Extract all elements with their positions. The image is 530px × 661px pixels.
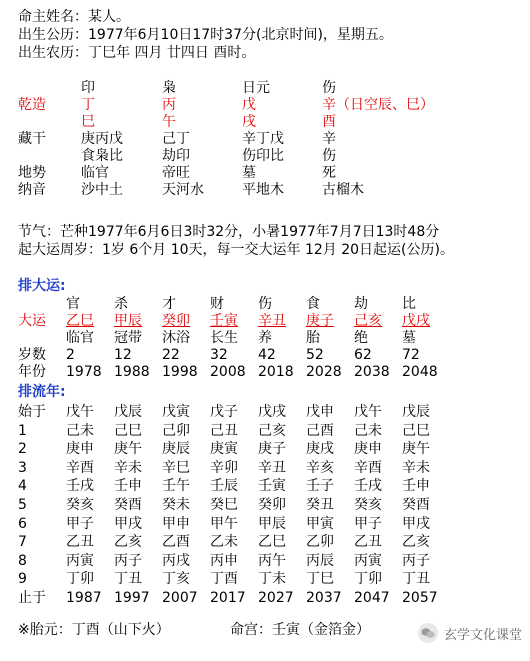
liunian-cell: 甲子	[66, 515, 94, 532]
liunian-row-label: 6	[18, 515, 27, 532]
dayun-pillar: 乙巳	[66, 313, 94, 329]
liunian-cell: 戊寅	[162, 404, 190, 420]
dayun-age: 52	[306, 347, 324, 363]
liunian-cell: 辛卯	[210, 459, 238, 476]
dayun-year-row	[18, 364, 518, 381]
liunian-row-label: 9	[18, 571, 27, 588]
liunian-cell: 乙丑	[354, 534, 382, 551]
liunian-cell: 乙卯	[306, 534, 334, 551]
liunian-cell: 庚申	[354, 441, 382, 458]
shishen-month: 枭	[162, 80, 176, 96]
shishen-hour: 伤	[322, 80, 336, 96]
liunian-cell: 丙寅	[66, 552, 94, 569]
dayun-pillar: 己亥	[354, 313, 382, 329]
liunian-row	[18, 441, 518, 460]
liunian-row	[18, 423, 518, 442]
liunian-cell: 甲辰	[258, 515, 286, 532]
watermark-text: 玄学文化课堂	[443, 627, 522, 643]
qiyun-line: 起大运周岁：1岁 6个月 10天，每一交大运年 12月 20日起运(公历)。	[18, 242, 454, 258]
liunian-row-label: 8	[18, 552, 27, 569]
lunar-birth-line: 出生农历：丁巳年 四月 廿四日 酉时。	[18, 45, 256, 61]
nayin-row	[18, 182, 518, 199]
liunian-row	[18, 497, 518, 516]
shishen-year: 印	[81, 80, 95, 96]
shishen-day: 日元	[242, 80, 270, 96]
dishi-label: 地势	[18, 165, 46, 181]
liunian-cell: 壬午	[162, 478, 190, 495]
canggan-day: 辛丁戊	[242, 131, 284, 147]
liunian-cell: 甲寅	[306, 515, 334, 532]
liunian-cell: 辛亥	[306, 459, 334, 476]
liunian-cell: 丁酉	[210, 571, 238, 588]
liunian-cell: 2027	[258, 589, 294, 606]
liunian-row	[18, 404, 518, 423]
liunian-cell: 壬戌	[354, 478, 382, 495]
liunian-cell: 壬辰	[210, 478, 238, 495]
branch-year: 巳	[81, 114, 95, 130]
dayun-pillar: 壬寅	[210, 313, 238, 329]
liunian-row-label: 止于	[18, 589, 46, 606]
dayun-year: 2008	[210, 364, 246, 380]
void-note: （日空辰、巳）	[336, 97, 434, 113]
liunian-cell: 庚午	[114, 441, 142, 458]
dayun-year: 2048	[402, 364, 438, 380]
liunian-cell: 乙巳	[258, 534, 286, 551]
canggan-shishen-year: 食枭比	[81, 148, 123, 164]
dayun-dishi: 胎	[306, 330, 320, 346]
liunian-row-label: 1	[18, 422, 27, 439]
liunian-cell: 丁卯	[66, 571, 94, 588]
liunian-cell: 戊子	[210, 404, 238, 420]
dayun-dishi: 临官	[66, 330, 94, 346]
liunian-cell: 丁未	[258, 571, 286, 588]
nayin-month: 天河水	[162, 182, 204, 198]
liunian-row	[18, 516, 518, 535]
dayun-age: 42	[258, 347, 276, 363]
liunian-row-label: 3	[18, 459, 27, 476]
liunian-cell: 乙亥	[114, 534, 142, 551]
dayun-year: 1978	[66, 364, 102, 380]
bazi-table	[18, 80, 518, 199]
liunian-cell: 壬申	[114, 478, 142, 495]
dayun-pillar: 甲辰	[114, 313, 142, 329]
liunian-cell: 癸亥	[354, 496, 382, 513]
canggan-year: 庚丙戊	[81, 131, 123, 147]
liunian-cell: 辛未	[402, 459, 430, 476]
liunian-table	[18, 404, 518, 609]
liunian-cell: 甲戌	[402, 515, 430, 532]
stem-hour: 辛	[322, 97, 336, 113]
liunian-cell: 己酉	[306, 422, 334, 439]
stem-month: 丙	[162, 97, 176, 113]
liunian-cell: 丙午	[258, 552, 286, 569]
liunian-cell: 壬寅	[258, 478, 286, 495]
liunian-cell: 戊戌	[258, 404, 286, 420]
liunian-cell: 乙亥	[402, 534, 430, 551]
dayun-dishi: 绝	[354, 330, 368, 346]
liunian-cell: 乙酉	[162, 534, 190, 551]
liunian-cell: 乙丑	[66, 534, 94, 551]
dayun-year: 2028	[306, 364, 342, 380]
liunian-cell: 己卯	[162, 422, 190, 439]
dayun-year: 2018	[258, 364, 294, 380]
liunian-cell: 2037	[306, 589, 342, 606]
dayun-year: 2038	[354, 364, 390, 380]
branch-day: 戌	[242, 114, 256, 130]
dayun-pillar-row	[18, 313, 518, 330]
liunian-cell: 癸未	[162, 496, 190, 513]
dishi-row	[18, 165, 518, 182]
liunian-cell: 庚辰	[162, 441, 190, 458]
liunian-cell: 甲戌	[114, 515, 142, 532]
liunian-cell: 丙申	[210, 552, 238, 569]
canggan-row-1	[18, 131, 518, 148]
liunian-cell: 丙子	[402, 552, 430, 569]
minggong-line: 命宫：壬寅（金箔金）	[230, 622, 370, 638]
liunian-row-label: 2	[18, 441, 27, 458]
dayun-shishen: 食	[306, 296, 320, 312]
dayun-shishen: 官	[66, 296, 80, 312]
liunian-cell: 丁丑	[114, 571, 142, 588]
dayun-shishen: 伤	[258, 296, 272, 312]
liunian-cell: 戊申	[306, 404, 334, 420]
liunian-cell: 2057	[402, 589, 438, 606]
dayun-dishi: 长生	[210, 330, 238, 346]
dayun-label: 大运	[18, 313, 46, 329]
wechat-icon	[418, 623, 438, 643]
canggan-shishen-month: 劫印	[162, 148, 190, 164]
liunian-cell: 庚子	[258, 441, 286, 458]
watermark	[418, 623, 522, 643]
liunian-cell: 戊辰	[402, 404, 430, 420]
qianzao-label: 乾造	[18, 97, 46, 113]
liunian-cell: 庚戌	[306, 441, 334, 458]
branch-hour: 酉	[322, 114, 336, 130]
liunian-cell: 戊午	[66, 404, 94, 420]
liunian-cell: 己巳	[402, 422, 430, 439]
nayin-year: 沙中土	[81, 182, 123, 198]
liunian-cell: 己亥	[258, 422, 286, 439]
solar-birth-line: 出生公历：1977年6月10日17时37分(北京时间)，星期五。	[18, 27, 393, 43]
liunian-cell: 壬子	[306, 478, 334, 495]
dishi-year: 临官	[81, 165, 109, 181]
liunian-cell: 戊辰	[114, 404, 142, 420]
liunian-cell: 2007	[162, 589, 198, 606]
liunian-row	[18, 534, 518, 553]
liunian-cell: 丙戌	[162, 552, 190, 569]
liunian-row	[18, 460, 518, 479]
liunian-cell: 壬申	[402, 478, 430, 495]
dayun-age: 22	[162, 347, 180, 363]
liunian-cell: 辛未	[114, 459, 142, 476]
dayun-pillar: 庚子	[306, 313, 334, 329]
liunian-cell: 壬戌	[66, 478, 94, 495]
age-label: 岁数	[18, 347, 46, 363]
canggan-row-2	[18, 148, 518, 165]
liunian-cell: 1997	[114, 589, 150, 606]
branch-month: 午	[162, 114, 176, 130]
bazi-stem-row	[18, 97, 518, 114]
liunian-cell: 2047	[354, 589, 390, 606]
dishi-month: 帝旺	[162, 165, 190, 181]
liunian-cell: 1987	[66, 589, 102, 606]
liunian-cell: 丁卯	[354, 571, 382, 588]
dayun-pillar: 辛丑	[258, 313, 286, 329]
dayun-title: 排大运:	[18, 278, 66, 294]
liunian-cell: 辛酉	[354, 459, 382, 476]
liunian-cell: 甲子	[354, 515, 382, 532]
liunian-cell: 戊午	[354, 404, 382, 420]
liunian-row-label: 7	[18, 534, 27, 551]
liunian-cell: 丁亥	[162, 571, 190, 588]
liunian-cell: 己丑	[210, 422, 238, 439]
dayun-age-row	[18, 347, 518, 364]
liunian-cell: 庚申	[66, 441, 94, 458]
bazi-branch-row	[18, 114, 518, 131]
dayun-year: 1998	[162, 364, 198, 380]
liunian-cell: 己巳	[114, 422, 142, 439]
dayun-shishen: 才	[162, 296, 176, 312]
liunian-cell: 丁巳	[306, 571, 334, 588]
dayun-dishi-row	[18, 330, 518, 347]
bazi-shishen-row	[18, 80, 518, 97]
nayin-day: 平地木	[242, 182, 284, 198]
year-label: 年份	[18, 364, 46, 380]
dayun-dishi: 墓	[402, 330, 416, 346]
jieqi-line: 节气：芒种1977年6月6日3时32分，小暑1977年7月7日13时48分	[18, 224, 440, 240]
nayin-hour: 古榴木	[322, 182, 364, 198]
dayun-age: 2	[66, 347, 75, 363]
dayun-pillar: 戊戌	[402, 313, 430, 329]
liunian-cell: 庚午	[402, 441, 430, 458]
dishi-day: 墓	[242, 165, 256, 181]
dayun-shishen-row	[18, 296, 518, 313]
liunian-cell: 丙寅	[354, 552, 382, 569]
dayun-shishen: 比	[402, 296, 416, 312]
dayun-age: 32	[210, 347, 228, 363]
liunian-cell: 己未	[354, 422, 382, 439]
liunian-cell: 癸卯	[258, 496, 286, 513]
dayun-dishi: 冠带	[114, 330, 142, 346]
dayun-age: 12	[114, 347, 132, 363]
taiyuan-line: ※胎元：丁酉（山下火）	[18, 622, 170, 638]
stem-year: 丁	[81, 97, 95, 113]
liunian-cell: 辛酉	[66, 459, 94, 476]
dayun-dishi: 养	[258, 330, 272, 346]
stem-day: 戊	[242, 97, 256, 113]
liunian-row	[18, 571, 518, 590]
liunian-cell: 癸亥	[66, 496, 94, 513]
canggan-hour: 辛	[322, 131, 336, 147]
dayun-shishen: 财	[210, 296, 224, 312]
liunian-row	[18, 478, 518, 497]
liunian-row-label: 5	[18, 496, 27, 513]
liunian-cell: 乙未	[210, 534, 238, 551]
canggan-shishen-day: 伤印比	[242, 148, 284, 164]
name-line: 命主姓名：某人。	[18, 9, 130, 25]
liunian-row-label: 4	[18, 478, 27, 495]
dayun-year: 1988	[114, 364, 150, 380]
dayun-table	[18, 296, 518, 381]
liunian-cell: 癸酉	[402, 496, 430, 513]
dayun-age: 72	[402, 347, 420, 363]
dayun-dishi: 沐浴	[162, 330, 190, 346]
liunian-cell: 甲午	[210, 515, 238, 532]
liunian-cell: 庚寅	[210, 441, 238, 458]
liunian-cell: 丁丑	[402, 571, 430, 588]
dayun-age: 62	[354, 347, 372, 363]
liunian-row	[18, 590, 518, 609]
liunian-cell: 癸丑	[306, 496, 334, 513]
canggan-month: 己丁	[162, 131, 190, 147]
dayun-shishen: 杀	[114, 296, 128, 312]
liunian-cell: 丙辰	[306, 552, 334, 569]
liunian-cell: 辛巳	[162, 459, 190, 476]
liunian-cell: 己未	[66, 422, 94, 439]
liunian-row-label: 始于	[18, 404, 46, 420]
liunian-cell: 辛丑	[258, 459, 286, 476]
liunian-cell: 丙子	[114, 552, 142, 569]
dishi-hour: 死	[322, 165, 336, 181]
dayun-shishen: 劫	[354, 296, 368, 312]
liunian-row	[18, 553, 518, 572]
nayin-label: 纳音	[18, 182, 46, 198]
canggan-shishen-hour: 伤	[322, 148, 336, 164]
canggan-label: 藏干	[18, 131, 46, 147]
liunian-cell: 癸酉	[114, 496, 142, 513]
liunian-title: 排流年:	[18, 384, 66, 400]
liunian-cell: 甲申	[162, 515, 190, 532]
dayun-pillar: 癸卯	[162, 313, 190, 329]
liunian-cell: 2017	[210, 589, 246, 606]
liunian-cell: 癸巳	[210, 496, 238, 513]
